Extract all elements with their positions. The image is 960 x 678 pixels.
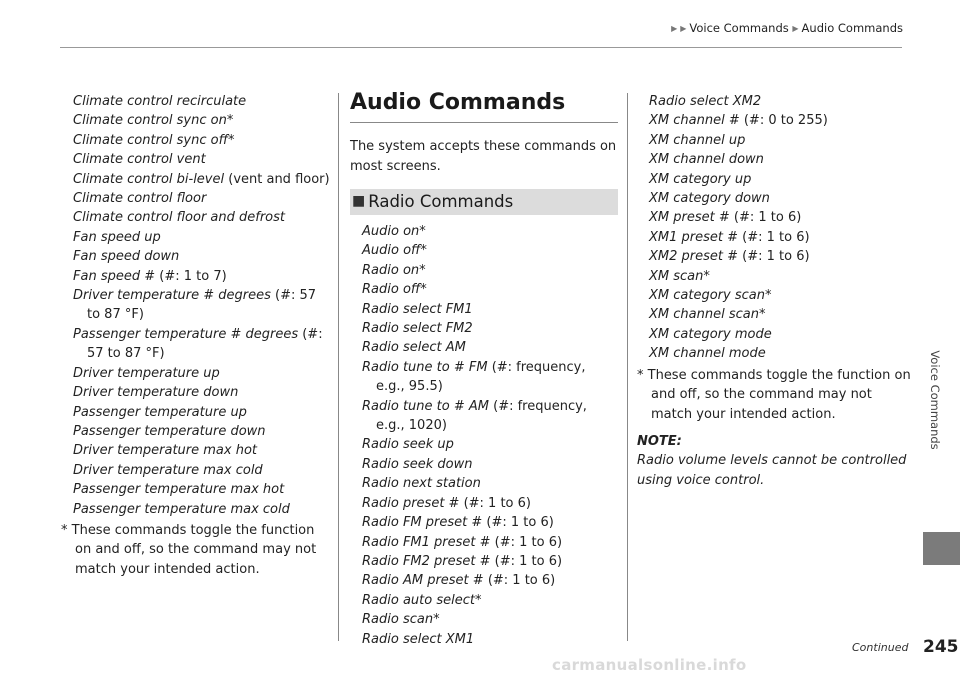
command-phrase: Climate control vent [73, 152, 206, 168]
command-phrase: Fan speed [73, 268, 141, 284]
command-item [73, 170, 333, 189]
command-phrase: Radio select AM [362, 340, 466, 356]
command-phrase: Fan speed down [73, 249, 180, 265]
square-bullet-icon: ■ [352, 193, 366, 210]
command-phrase: Radio seek down [362, 456, 473, 472]
column-climate-commands [61, 92, 333, 579]
command-item [362, 435, 618, 454]
command-detail: (vent and floor) [224, 171, 330, 187]
command-item [73, 383, 333, 402]
command-phrase: Radio off* [362, 282, 427, 298]
command-phrase: Fan speed up [73, 229, 161, 245]
command-phrase: Radio FM1 preset [362, 534, 476, 550]
note-body: Radio volume levels cannot be controlled using voice control. [637, 453, 907, 488]
command-item [362, 280, 618, 299]
command-phrase: Passenger temperature # degrees [73, 326, 299, 342]
command-phrase: Climate control floor [73, 191, 207, 207]
command-phrase: Radio select XM1 [362, 631, 475, 647]
command-phrase: XM1 preset [649, 229, 723, 245]
command-item [362, 338, 618, 357]
command-phrase: Driver temperature max cold [73, 462, 263, 478]
command-item [649, 111, 914, 130]
command-item [73, 480, 333, 499]
side-tab[interactable] [922, 250, 948, 550]
section-title: Audio Commands [350, 90, 566, 115]
command-item [362, 591, 618, 610]
command-item [649, 344, 914, 363]
command-phrase: Passenger temperature max cold [73, 501, 290, 517]
side-tab-label: Voice Commands [928, 350, 942, 450]
command-item [362, 455, 618, 474]
subheading-bar [350, 189, 618, 215]
command-phrase: XM channel down [649, 152, 764, 168]
command-detail: # (#: 1 to 6) [475, 534, 563, 550]
command-phrase: Radio FM preset [362, 515, 468, 531]
command-phrase: XM channel [649, 113, 725, 129]
intro-text: The system accepts these commands on most screens. [350, 139, 617, 174]
command-detail: # (#: 1 to 6) [467, 515, 554, 531]
command-item [73, 208, 333, 227]
command-item [362, 571, 618, 590]
command-phrase: Climate control sync on* [73, 113, 234, 129]
command-item [73, 403, 333, 422]
command-phrase: Passenger temperature max hot [73, 482, 285, 498]
command-item [73, 189, 333, 208]
command-phrase: XM scan* [649, 268, 710, 284]
command-item [649, 305, 914, 324]
column-audio-commands [350, 89, 618, 649]
command-detail: # (#: 1 to 6) [723, 229, 810, 245]
command-item [362, 630, 618, 649]
watermark: carmanualsonline.info [552, 656, 747, 674]
command-phrase: XM category down [649, 191, 770, 207]
command-detail: # (#: 1 to 6) [475, 553, 563, 569]
command-detail: # (#: 1 to 7) [140, 268, 227, 284]
command-phrase: Driver temperature down [73, 385, 239, 401]
command-item [649, 170, 914, 189]
command-item [73, 364, 333, 383]
breadcrumb-item[interactable]: Audio Commands [801, 21, 903, 35]
breadcrumb [671, 21, 903, 35]
command-item [649, 131, 914, 150]
command-phrase: Driver temperature up [73, 365, 220, 381]
command-phrase: XM channel up [649, 132, 746, 148]
command-item [649, 286, 914, 305]
command-item [362, 222, 618, 241]
command-phrase: Passenger temperature down [73, 423, 266, 439]
command-detail: # (#: 1 to 6) [444, 495, 531, 511]
continued-label: Continued [852, 641, 909, 654]
command-phrase: Radio next station [362, 476, 481, 492]
command-phrase: XM category up [649, 171, 752, 187]
command-phrase: Climate control floor and defrost [73, 210, 286, 226]
command-detail: # (#: 1 to 6) [723, 249, 810, 265]
command-item [73, 92, 333, 111]
command-item [649, 267, 914, 286]
command-item [73, 441, 333, 460]
subheading: Radio Commands [368, 192, 514, 212]
breadcrumb-item[interactable]: Voice Commands [689, 21, 789, 35]
command-phrase: XM category scan* [649, 288, 772, 304]
column-xm-commands [637, 92, 914, 490]
note-heading: NOTE: [637, 433, 682, 449]
command-phrase: Radio on* [362, 262, 426, 278]
command-phrase: XM channel mode [649, 346, 766, 362]
command-phrase: Driver temperature # degrees [73, 288, 271, 304]
command-phrase: Radio scan* [362, 612, 440, 628]
command-phrase: Radio select FM2 [362, 321, 473, 337]
command-list [73, 92, 333, 519]
command-item [73, 286, 333, 325]
command-list [649, 92, 914, 364]
command-phrase: XM category mode [649, 326, 772, 342]
command-phrase: Radio FM2 preset [362, 553, 476, 569]
command-item [362, 397, 618, 436]
command-item [362, 474, 618, 493]
command-detail: (#: frequency, e.g., 1020) [376, 398, 587, 434]
command-detail: # (#: 1 to 6) [468, 573, 556, 589]
command-list [350, 222, 618, 649]
command-detail: (#: frequency, e.g., 95.5) [376, 359, 586, 395]
command-item [649, 247, 914, 266]
command-item [362, 533, 618, 552]
command-phrase: Radio preset [362, 495, 445, 511]
page-number: 245 [923, 637, 959, 657]
command-item [362, 300, 618, 319]
command-detail: (#: 57 to 87 °F) [87, 288, 317, 323]
command-phrase: XM preset [649, 210, 715, 226]
command-phrase: Radio tune to # FM [362, 359, 488, 375]
command-item [362, 241, 618, 260]
command-item [649, 150, 914, 169]
command-phrase: Climate control bi-level [73, 171, 225, 187]
column-divider [338, 93, 339, 641]
command-phrase: XM channel scan* [649, 307, 766, 323]
command-phrase: Climate control sync off* [73, 132, 235, 148]
command-item [73, 111, 333, 130]
command-phrase: Radio auto select* [362, 592, 482, 608]
command-item [362, 610, 618, 629]
command-item [649, 189, 914, 208]
command-phrase: Driver temperature max hot [73, 443, 258, 459]
command-item [362, 552, 618, 571]
command-item [73, 325, 333, 364]
command-item [73, 500, 333, 519]
command-item [73, 131, 333, 150]
command-detail: # (#: 1 to 6) [714, 210, 802, 226]
command-phrase: Audio on* [362, 224, 426, 239]
command-phrase: Radio tune to # AM [362, 398, 489, 414]
footnote: * These commands toggle the function on and off, so the command may not match your intended action. [637, 367, 911, 422]
command-item [73, 247, 333, 266]
command-item [649, 325, 914, 344]
command-detail: (#: 57 to 87 °F) [87, 326, 323, 362]
side-tab-marker [923, 532, 960, 565]
command-item [73, 461, 333, 480]
command-item [73, 422, 333, 441]
footnote: * These commands toggle the function on and off, so the command may not match your intended action. [61, 522, 317, 577]
command-item [649, 208, 914, 227]
command-item [649, 92, 914, 111]
triangle-right-icon: ▶ [671, 24, 678, 33]
command-item [362, 261, 618, 280]
command-phrase: Radio select FM1 [362, 301, 473, 317]
command-phrase: Audio off* [362, 243, 427, 259]
command-item [362, 319, 618, 338]
column-divider [627, 93, 628, 641]
command-item [362, 358, 618, 397]
command-item [73, 267, 333, 286]
triangle-right-icon: ▶ [792, 24, 799, 33]
command-phrase: Radio AM preset [362, 573, 469, 589]
command-detail: # (#: 0 to 255) [724, 113, 828, 129]
command-item [73, 228, 333, 247]
command-item [362, 494, 618, 513]
command-phrase: XM2 preset [649, 249, 723, 265]
section-divider [350, 122, 618, 123]
header-divider [60, 47, 902, 48]
command-phrase: Radio seek up [362, 437, 454, 453]
command-item [73, 150, 333, 169]
triangle-right-icon: ▶ [680, 24, 687, 33]
command-phrase: Passenger temperature up [73, 404, 247, 420]
command-item [649, 228, 914, 247]
command-phrase: Radio select XM2 [649, 94, 762, 109]
command-item [362, 513, 618, 532]
command-phrase: Climate control recirculate [73, 94, 247, 109]
